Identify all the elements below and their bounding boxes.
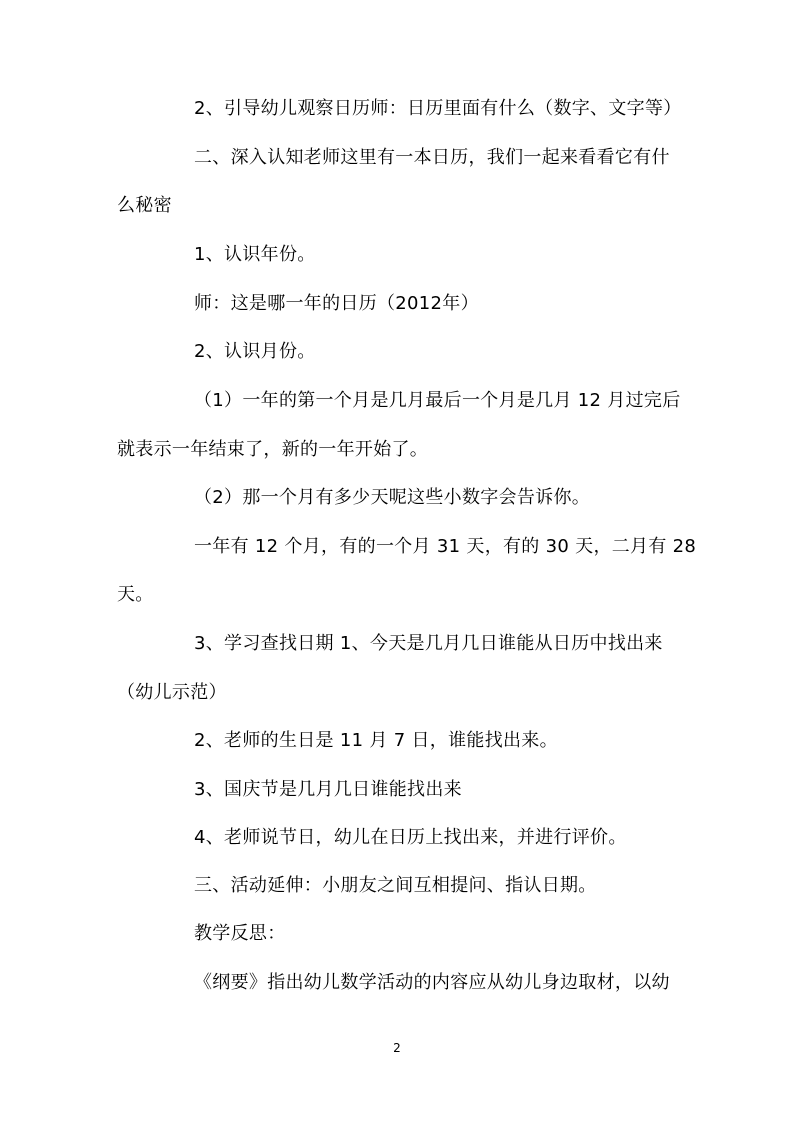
text-line-12: 3、学习查找日期 1、今天是几月几日谁能从日历中找出来 — [194, 633, 663, 654]
text-line-15: 3、国庆节是几月几日谁能找出来 — [194, 779, 462, 800]
text-line-11: 天。 — [117, 584, 154, 605]
text-line-5: 师：这是哪一年的日历（2012年） — [194, 293, 479, 314]
text-line-1: 2、引导幼儿观察日历师：日历里面有什么（数字、文字等） — [194, 98, 682, 119]
text-line-13: （幼儿示范） — [117, 682, 227, 703]
text-line-8: 就表示一年结束了，新的一年开始了。 — [117, 439, 429, 460]
text-line-9: （2）那一个月有多少天呢这些小数字会告诉你。 — [194, 487, 591, 508]
text-line-2: 二、深入认知老师这里有一本日历，我们一起来看看它有什 — [194, 147, 670, 168]
text-line-17: 三、活动延伸：小朋友之间互相提问、指认日期。 — [194, 875, 597, 896]
text-line-16: 4、老师说节日，幼儿在日历上找出来，并进行评价。 — [194, 827, 627, 848]
text-line-3: 么秘密 — [117, 195, 172, 216]
text-line-19: 《纲要》指出幼儿数学活动的内容应从幼儿身边取材，以幼 — [194, 972, 670, 993]
text-line-7: （1）一年的第一个月是几月最后一个月是几月 12 月过完后 — [194, 390, 681, 411]
page-number: 2 — [393, 1041, 401, 1055]
text-line-18: 教学反思： — [194, 923, 286, 944]
text-line-4: 1、认识年份。 — [194, 244, 316, 265]
text-line-10: 一年有 12 个月，有的一个月 31 天，有的 30 天，二月有 28 — [194, 536, 697, 557]
text-line-14: 2、老师的生日是 11 月 7 日，谁能找出来。 — [194, 730, 558, 751]
text-line-6: 2、认识月份。 — [194, 341, 316, 362]
